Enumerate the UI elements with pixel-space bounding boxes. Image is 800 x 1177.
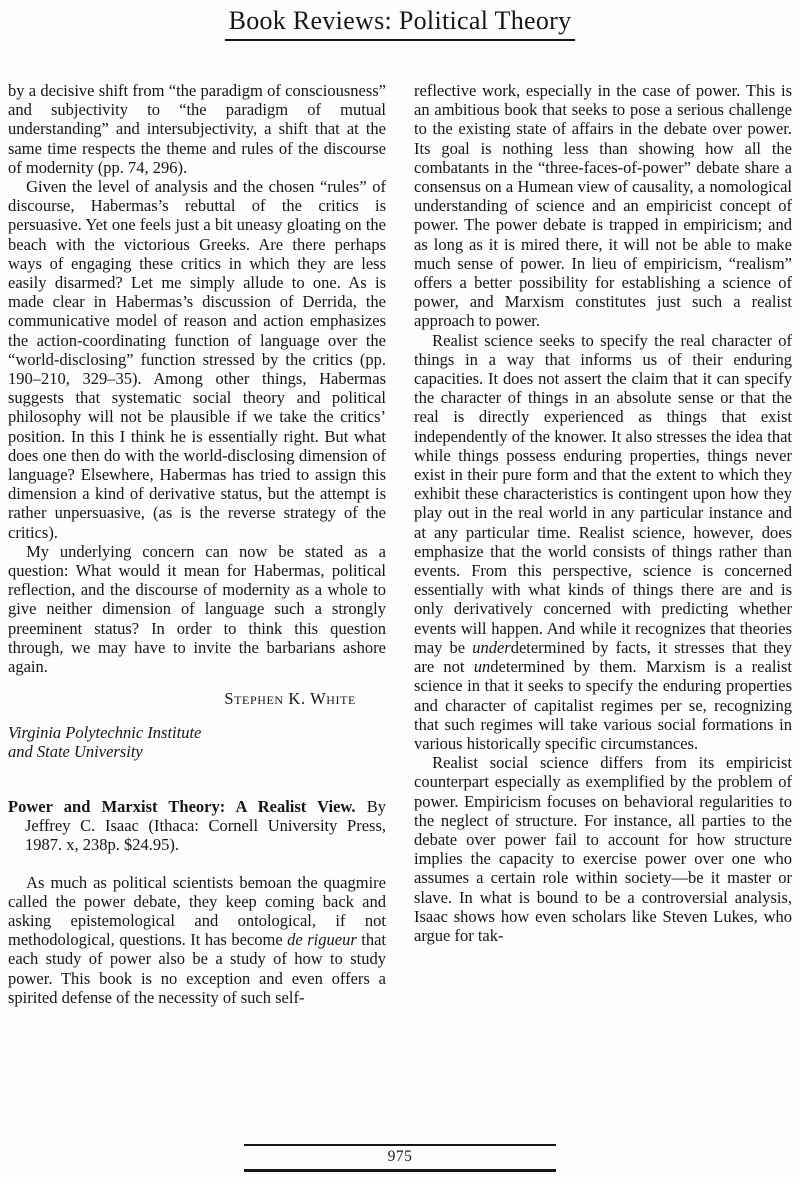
paragraph: As much as political scientists bemoan the quagmire called the power debate, they keep coming back and asking epistemological and ontological, if not methodological, questions. It has become de rigueur that each study of power also be a study of how to study power. This book is no exception and even offers a spirited defense of the necessity of such self- (8, 872, 387, 1007)
reviewer-affiliation: Virginia Polytechnic Institute and State University (8, 722, 202, 761)
left-column (8, 81, 386, 1119)
paragraph: Realist social science differs from its empiricist counterpart especially as exemplified by the problem of power. Empiricism focuses on behavioral regularities to the neglect of structure. For instance, all parties to the debate over power fail to account for how structure implies the capacity to exercise power over one who assumes a certain role within society—be it master or slave. In what is bound to be a controversial analysis, Isaac shows how even scholars like Steven Lukes, who argue for tak- (414, 753, 792, 945)
paragraph: Realist science seeks to specify the real character of things in a way that informs us of their enduring capacities. It does not assert the claim that it can specify the character of things in an absolute sense or that the real is directly experienced as things that exist independently of the knower. It also stresses the idea that while things possess enduring properties, things never exist in their pure form and that the extent to which they exhibit these characteristics is contingent upon how they play out in the real world in any particular instance and at any particular time. Realist science, however, does emphasize that the world consists of things rather than events. From this perspective, science is concerned essentially with what kinds of things there are and is only derivatively concerned with predicting whether events will happen. And while it recognizes that theories may be underdetermined by facts, it stresses that they are not undetermined by them. Marxism is a realist science in that it seeks to specify the enduring properties and character of capitalist regimes per se, recognizing that such regimes will take various social formations in various historically specific circumstances. (414, 330, 793, 753)
page-number: 975 (387, 1148, 413, 1165)
paragraph: reflective work, especially in the case of power. This is an ambitious book that seeks to pose a serious challenge to the existing state of affairs in the debate over power. Its goal is nothing less than showing how all the combatants in the “three-faces-of-power” debate share a consensus on a Humean view of causality, a nomological understanding of science and an empiricist concept of power. The power debate is trapped in empiricism; and as long as it is mired there, it will not be able to make much sense of power. In lieu of empiricism, “realism” offers a better possibility for establishing a science of power, and Marxism constitutes just such a realist approach to power. (414, 81, 792, 331)
page-title: Book Reviews: Political Theory (225, 6, 576, 41)
paragraph: My underlying concern can now be stated as a question: What would it mean for Habermas, political reflection, and the discourse of modernity as a whole to give neither dimension of language such a strongly preeminent status? In order to think this question through, we may have to invite the barbarians ashore again. (8, 541, 386, 677)
page-footer (244, 1144, 556, 1172)
paragraph: Given the level of analysis and the chosen “rules” of discourse, Habermas’s rebuttal of the critics is persuasive. Yet one feels just a bit uneasy gloating on the beach with the victorious Greeks. Are there perhaps ways of engaging these critics in which they are less easily disarmed? Let me simply allude to one. As is made clear in Habermas’s discussion of Derrida, the communicative model of reason and action emphasizes the action-coordinating function of language over the “world-disclosing” function stressed by the critics (pp. 190–210, 329–35). Among other things, Habermas suggests that systematic social theory and political philosophy will not be plausible if we take the critics’ position. In this I think he is essentially right. But what does one then do with the world-disclosing dimension of language? Elsewhere, Habermas has tried to assign this dimension a kind of derivative status, but the attempt is rather unpersuasive, (as is the reverse strategy of the critics). (8, 177, 386, 542)
two-column-layout (0, 81, 800, 1119)
paragraph: by a decisive shift from “the paradigm of consciousness” and subjectivity to “the paradigm of mutual understanding” and intersubjectivity, a shift that at the same time respects the theme and rules of the discourse of modernity (pp. 74, 296). (8, 81, 386, 177)
page-header (0, 0, 800, 41)
right-column (414, 81, 792, 1119)
reviewer-signature: Stephen K. White (224, 689, 356, 709)
review-heading: Power and Marxist Theory: A Realist View. By Jeffrey C. Isaac (Ithaca: Cornell University Press, 1987. x, 238p. $24.95). (8, 796, 386, 855)
